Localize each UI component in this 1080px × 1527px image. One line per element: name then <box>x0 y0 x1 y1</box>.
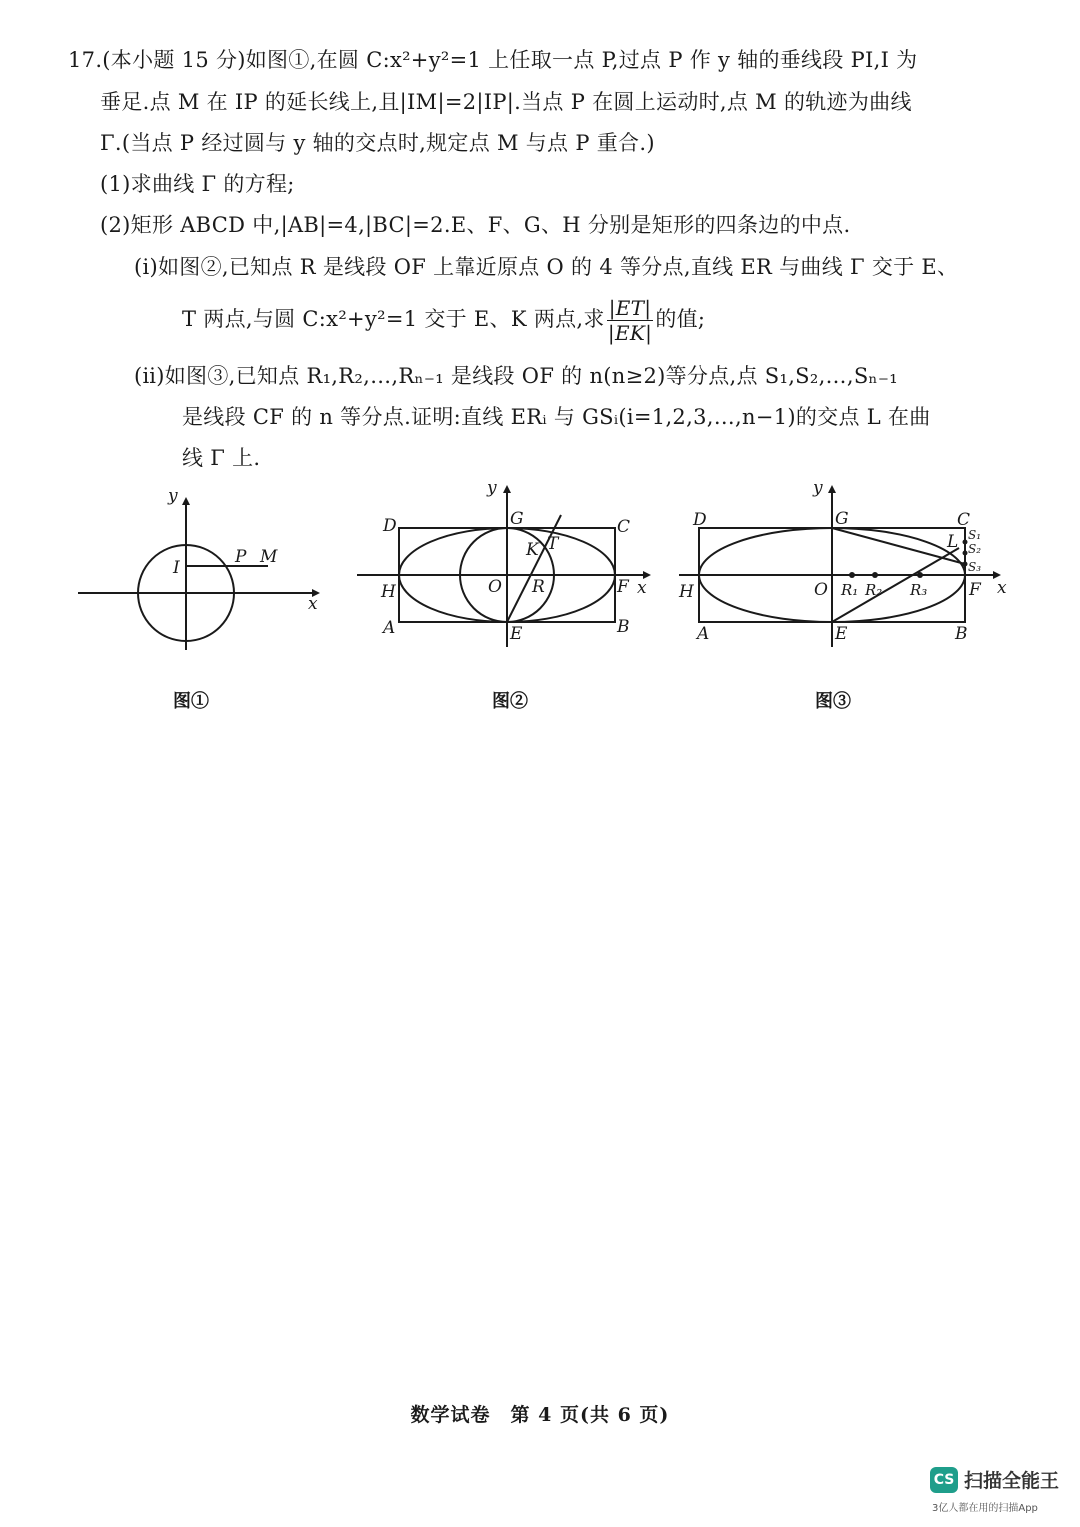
fig3-label-x: x <box>997 578 1007 598</box>
fig3-label-D: D <box>693 510 707 530</box>
fig1-label-M: M <box>260 547 278 567</box>
fig3-label-H: H <box>679 582 694 602</box>
scanner-watermark <box>930 1464 1070 1520</box>
sub-question-2-line-3: 线 Γ 上. <box>182 446 261 470</box>
fig2-label-O: O <box>488 577 502 597</box>
fig3-label-L: L <box>947 532 959 552</box>
fig3-label-S2: S₂ <box>968 542 982 556</box>
fig1-label-x: x <box>308 594 318 614</box>
fig3-point-S1 <box>963 540 968 545</box>
fig2-label-B: B <box>617 617 630 637</box>
watermark-name: 扫描全能王 <box>964 1470 1060 1492</box>
fig1-y-arrow-icon <box>182 497 190 505</box>
fig3-label-B: B <box>955 624 968 644</box>
sub-question-1-line-1: (ⅰ)如图②,已知点 R 是线段 OF 上靠近原点 O 的 4 等分点,直线 ER 与曲线 Γ 交于 E、 <box>134 255 959 279</box>
fig3-point-R1 <box>849 572 855 578</box>
fig3-label-F: F <box>969 580 981 600</box>
fig2-label-K: K <box>526 540 539 560</box>
fig2-y-arrow-icon <box>503 485 511 493</box>
fig3-y-arrow-icon <box>828 485 836 493</box>
part-1: (1)求曲线 Γ 的方程; <box>100 172 295 196</box>
sub-question-1-text-b: 的值; <box>655 307 706 331</box>
fig3-label-O: O <box>814 580 828 600</box>
problem-line-1: 17.(本小题 15 分)如图①,在圆 C:x²+y²=1 上任取一点 P,过点 P 作 y 轴的垂线段 PI,I 为 <box>68 48 918 72</box>
sub-question-1-text-a: T 两点,与圆 C:x²+y²=1 交于 E、K 两点,求 <box>182 307 605 331</box>
fig1-label-y: y <box>168 486 178 506</box>
camscanner-logo-icon: CS <box>930 1467 958 1493</box>
fig2-label-E: E <box>510 624 523 644</box>
part-2: (2)矩形 ABCD 中,|AB|=4,|BC|=2.E、F、G、H 分别是矩形的四条边的中点. <box>100 213 851 237</box>
fig2-label-F: F <box>617 577 629 597</box>
fig3-label-S3: S₃ <box>968 560 982 574</box>
fig3-label-A: A <box>697 624 710 644</box>
sub-question-2-line-1: (ⅱ)如图③,已知点 R₁,R₂,…,Rₙ₋₁ 是线段 OF 的 n(n≥2)等分点,点 S₁,S₂,…,Sₙ₋₁ <box>134 364 898 388</box>
fig1-label-P: P <box>235 547 247 567</box>
page-footer: 数学试卷 第 4 页(共 6 页) <box>410 1404 670 1426</box>
fig3-point-R2 <box>872 572 878 578</box>
figure-2 <box>355 475 660 650</box>
fig3-label-R2: R₂ <box>865 581 883 599</box>
fig2-label-x: x <box>637 578 647 598</box>
problem-line-3: Γ.(当点 P 经过圆与 y 轴的交点时,规定点 M 与点 P 重合.) <box>100 131 655 155</box>
problem-line-2: 垂足.点 M 在 IP 的延长线上,且|IM|=2|IP|.当点 P 在圆上运动时,点 M 的轨迹为曲线 <box>100 90 912 114</box>
figure-3 <box>675 475 1020 650</box>
sub-question-2-line-2: 是线段 CF 的 n 等分点.证明:直线 ERᵢ 与 GSᵢ(i=1,2,3,…,n−1)的交点 L 在曲 <box>182 405 931 429</box>
fig3-label-E: E <box>835 624 848 644</box>
fig3-label-G: G <box>835 509 849 529</box>
fig3-point-S3 <box>963 562 968 567</box>
figure-1 <box>72 485 332 655</box>
fig3-label-C: C <box>957 510 971 530</box>
fig2-label-H: H <box>381 582 396 602</box>
fig2-label-C: C <box>617 517 631 537</box>
fig1-label-I: I <box>173 558 180 578</box>
figure-3-caption: 图③ <box>815 691 851 712</box>
watermark-tagline: 3亿人都在用的扫描App <box>932 1503 1038 1514</box>
fig3-label-R1: R₁ <box>841 581 859 599</box>
figure-1-caption: 图① <box>173 691 209 712</box>
fig3-label-y: y <box>813 478 823 498</box>
fig2-label-R: R <box>532 577 545 597</box>
fig2-label-D: D <box>383 516 397 536</box>
fig3-label-S1: S₁ <box>968 528 982 542</box>
fig3-label-R3: R₃ <box>910 581 928 599</box>
figure-2-caption: 图② <box>492 691 528 712</box>
fig2-label-G: G <box>510 509 524 529</box>
fig2-label-T: T <box>547 534 559 554</box>
fig3-point-S2 <box>963 551 968 556</box>
ratio-fraction <box>607 296 654 345</box>
fraction-denominator: |EK| <box>607 321 653 345</box>
sub-question-1-line-2 <box>182 296 705 345</box>
fig3-point-R3 <box>917 572 923 578</box>
fig2-label-A: A <box>383 618 396 638</box>
fig2-label-y: y <box>487 478 497 498</box>
fraction-numerator: |ET| <box>608 296 652 320</box>
